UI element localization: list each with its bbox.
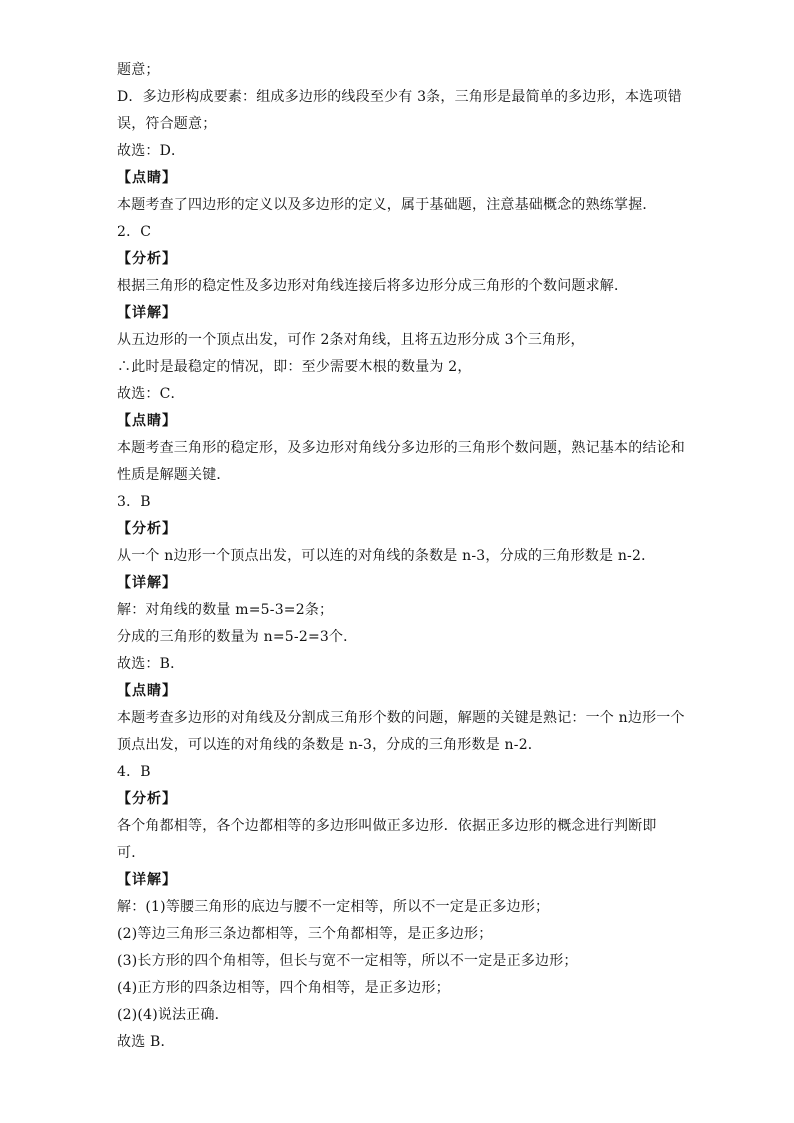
section-heading: 【点睛】 bbox=[117, 413, 177, 429]
section-heading: 【分析】 bbox=[117, 521, 177, 537]
text-line: 本题考查三角形的稳定形，及多边形对角线分多边形的三角形个数问题，熟记基本的结论和 bbox=[117, 440, 685, 456]
text-line: 本题考查了四边形的定义以及多边形的定义，属于基础题，注意基础概念的熟练掌握． bbox=[117, 197, 657, 213]
section-heading: 【详解】 bbox=[117, 305, 177, 321]
text-line: 故选：D． bbox=[117, 143, 186, 159]
section-heading: 【分析】 bbox=[117, 251, 177, 267]
text-line: 题意； bbox=[117, 62, 160, 78]
text-line: 从一个 n边形一个顶点出发，可以连的对角线的条数是 n-3，分成的三角形数是 n-2． bbox=[117, 548, 656, 564]
text-line: 分成的三角形的数量为 n=5-2=3个． bbox=[117, 629, 358, 645]
text-line: 解：(1)等腰三角形的底边与腰不一定相等，所以不一定是正多边形； bbox=[117, 899, 550, 915]
question-number: 2．C bbox=[117, 224, 152, 240]
document-page bbox=[117, 57, 692, 1056]
text-line: 误，符合题意； bbox=[117, 116, 217, 132]
text-line: (2)(4)说法正确． bbox=[117, 1007, 229, 1023]
text-line: (4)正方形的四条边相等，四个角相等，是正多边形； bbox=[117, 980, 450, 996]
section-heading: 【点睛】 bbox=[117, 170, 177, 186]
text-line: 本题考查多边形的对角线及分割成三角形个数的问题，解题的关键是熟记：一个 n边形一个 bbox=[117, 710, 685, 726]
text-line: 从五边形的一个顶点出发，可作 2条对角线，且将五边形分成 3个三角形， bbox=[117, 332, 585, 348]
section-heading: 【详解】 bbox=[117, 575, 177, 591]
text-line: 故选：B． bbox=[117, 656, 185, 672]
text-line: 顶点出发，可以连的对角线的条数是 n-3，分成的三角形数是 n-2． bbox=[117, 737, 543, 753]
text-line: (3)长方形的四个角相等，但长与宽不一定相等，所以不一定是正多边形； bbox=[117, 953, 578, 969]
text-line: 故选：C． bbox=[117, 386, 185, 402]
text-line: 可． bbox=[117, 845, 146, 861]
question-number: 3．B bbox=[117, 494, 151, 510]
section-heading: 【分析】 bbox=[117, 791, 177, 807]
section-heading: 【详解】 bbox=[117, 872, 177, 888]
text-line: 各个角都相等，各个边都相等的多边形叫做正多边形．依据正多边形的概念进行判断即 bbox=[117, 818, 657, 834]
section-heading: 【点睛】 bbox=[117, 683, 177, 699]
text-line: 性质是解题关键． bbox=[117, 467, 231, 483]
text-line: 根据三角形的稳定性及多边形对角线连接后将多边形分成三角形的个数问题求解． bbox=[117, 278, 629, 294]
text-line: 解：对角线的数量 m=5-3=2条； bbox=[117, 602, 334, 618]
text-line: ∴此时是最稳定的情况，即：至少需要木根的数量为 2， bbox=[117, 359, 472, 375]
text-line: D．多边形构成要素：组成多边形的线段至少有 3条，三角形是最简单的多边形，本选项错 bbox=[117, 89, 682, 105]
question-number: 4．B bbox=[117, 764, 151, 780]
text-line: (2)等边三角形三条边都相等，三个角都相等，是正多边形； bbox=[117, 926, 493, 942]
text-line: 故选 B． bbox=[117, 1034, 175, 1050]
